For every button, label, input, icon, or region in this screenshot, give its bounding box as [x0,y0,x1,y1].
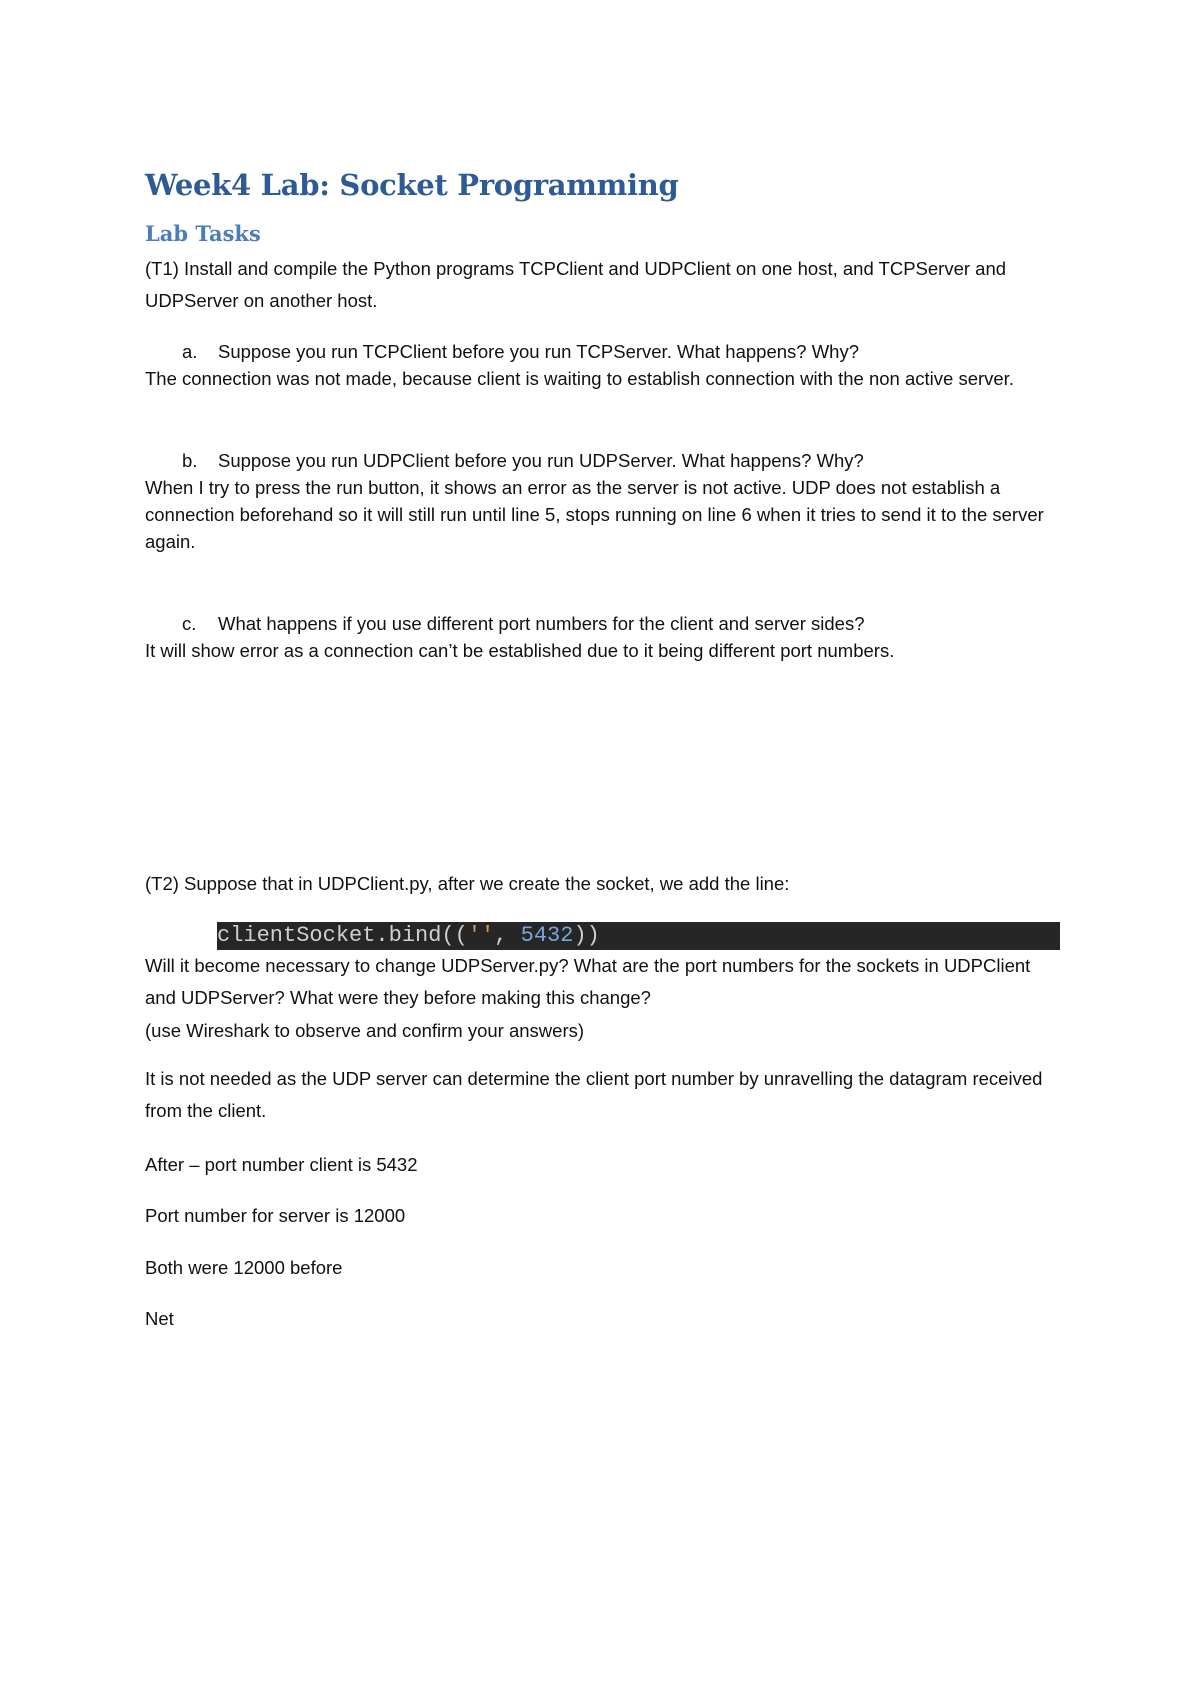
task-t2-note: (use Wireshark to observe and confirm your answers) [145,1020,585,1041]
task-t2-question: Will it become necessary to change UDPServer.py? What are the port numbers for the sockets in UDPClient and UDPServer? What were they before making this change? [145,955,1031,1008]
code-number: 5432 [520,923,574,948]
answer-a: The connection was not made, because client is waiting to establish connection with the non active server. [145,368,1014,389]
list-marker: c. [182,613,197,634]
answer-after-client-port: After – port number client is 5432 [145,1154,418,1175]
code-call: clientSocket.bind(( [217,923,468,948]
answer-t2: It is not needed as the UDP server can determine the client port number by unravelling the datagram received from the client. [145,1068,1043,1121]
task-t1-intro: (T1) Install and compile the Python programs TCPClient and UDPClient on one host, and TCPServer and UDPServer on another host. [145,258,1007,311]
question-text: What happens if you use different port numbers for the client and server sides? [218,613,865,634]
question-a [182,338,859,365]
code-snippet [217,922,1060,950]
page-title: Week4 Lab: Socket Programming [145,168,679,202]
question-c [182,610,865,637]
answer-before: Both were 12000 before [145,1257,343,1278]
trailing-text: Net [145,1308,174,1329]
task-t2-intro: (T2) Suppose that in UDPClient.py, after we create the socket, we add the line: [145,873,790,894]
answer-b: When I try to press the run button, it shows an error as the server is not active. UDP does not establish a connection beforehand so it will still run until line 5, stops running on line 6 when it tries to send it to the server again. [145,477,1044,552]
answer-c: It will show error as a connection can’t be established due to it being different port numbers. [145,640,895,661]
code-string: '' [467,923,495,948]
section-heading: Lab Tasks [145,221,261,246]
code-close: )) [573,923,600,948]
code-separator: , [494,923,521,948]
list-marker: a. [182,341,198,362]
question-text: Suppose you run UDPClient before you run UDPServer. What happens? Why? [218,450,864,471]
question-text: Suppose you run TCPClient before you run TCPServer. What happens? Why? [218,341,859,362]
answer-server-port: Port number for server is 12000 [145,1205,406,1226]
list-marker: b. [182,450,198,471]
question-b [182,447,864,474]
